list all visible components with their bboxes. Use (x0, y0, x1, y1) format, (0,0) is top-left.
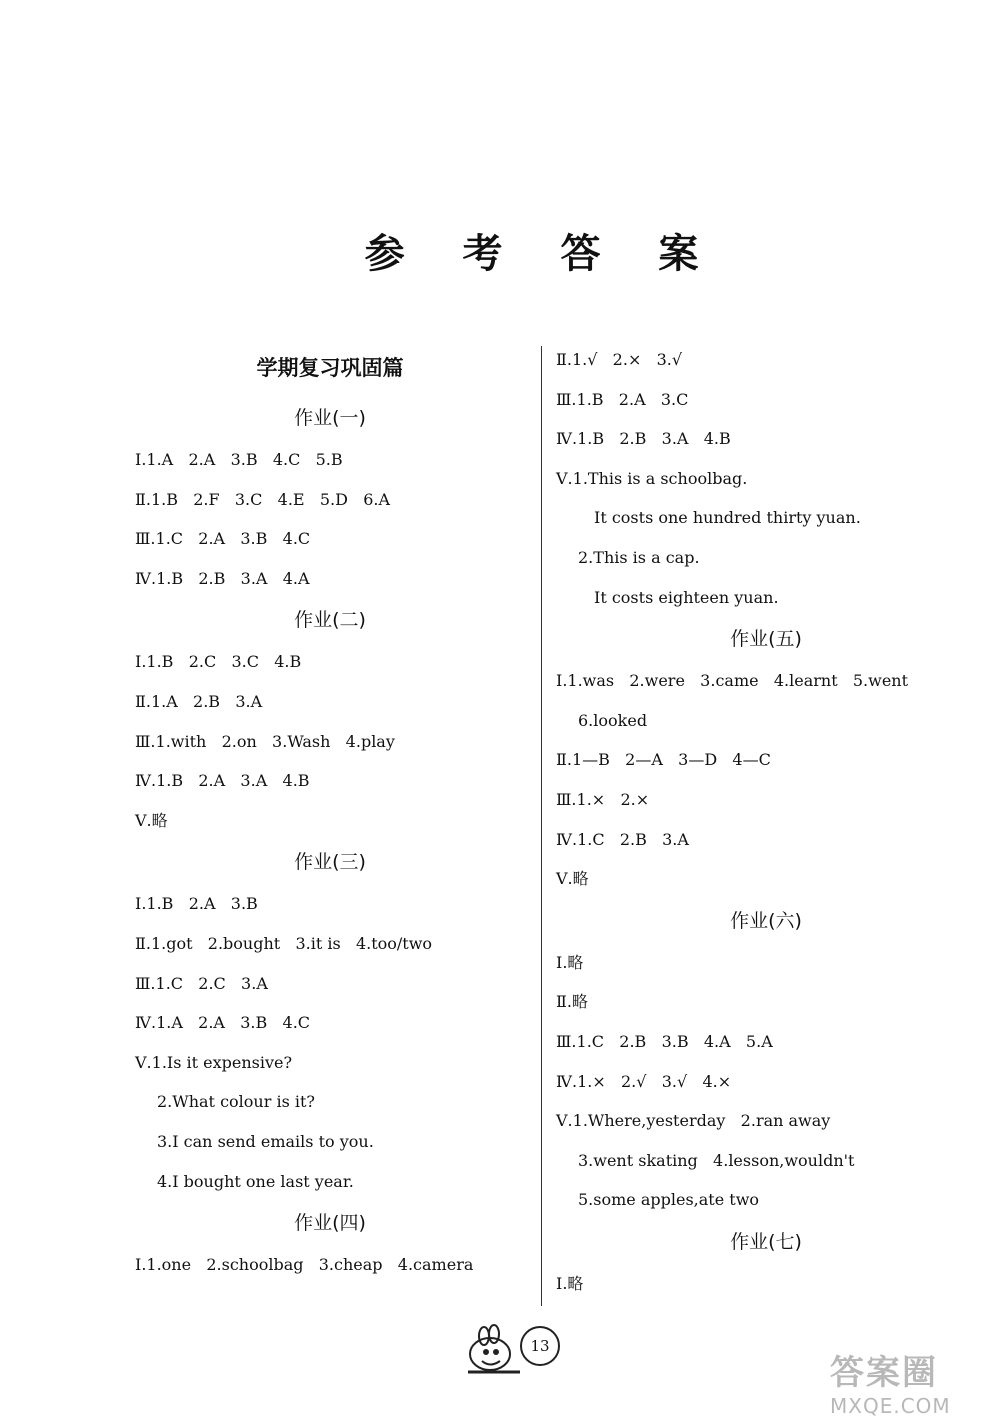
answer-line: Ⅱ.1.A 2.B 3.A (135, 691, 263, 711)
answer-line: Ⅳ.1.B 2.A 3.A 4.B (135, 771, 310, 791)
answer-line: 4.I bought one last year. (157, 1171, 354, 1191)
answer-line: Ⅴ.1.Is it expensive? (135, 1052, 293, 1072)
right-answer-blocks (556, 340, 976, 1303)
homework-heading: 作业(二) (294, 609, 366, 632)
homework-heading: 作业(七) (730, 1230, 802, 1253)
answer-line: It costs one hundred thirty yuan. (594, 508, 861, 528)
answer-line: 2.What colour is it? (157, 1092, 315, 1112)
watermark-top: 答案圈 (830, 1353, 938, 1393)
answer-line: Ⅱ.1.√ 2.× 3.√ (556, 350, 683, 369)
homework-heading: 作业(六) (730, 909, 802, 932)
section-title: 学期复习巩固篇 (256, 356, 404, 380)
answer-line: Ⅳ.1.B 2.B 3.A 4.B (556, 429, 731, 449)
answer-line: Ⅲ.1.C 2.C 3.A (135, 973, 268, 993)
column-divider (541, 346, 542, 1306)
answer-line: Ⅱ.略 (556, 992, 588, 1012)
answer-line: Ⅴ.1.This is a schoolbag. (556, 468, 748, 488)
answer-line: 6.looked (578, 710, 648, 730)
answer-line: 5.some apples,ate two (578, 1190, 760, 1210)
homework-heading: 作业(一) (294, 407, 366, 429)
answer-line: Ⅳ.1.A 2.A 3.B 4.C (135, 1013, 311, 1033)
homework-heading: 作业(四) (294, 1212, 366, 1235)
answer-line: Ⅲ.1.with 2.on 3.Wash 4.play (135, 731, 395, 751)
answer-line: Ⅰ.略 (556, 1273, 584, 1293)
answer-line: Ⅰ.1.B 2.A 3.B (135, 894, 258, 914)
homework-heading: 作业(三) (294, 851, 366, 874)
answer-line: Ⅳ.1.× 2.√ 3.√ 4.× (556, 1071, 732, 1091)
right-column (556, 340, 976, 1303)
page-number: 13 (520, 1326, 560, 1366)
answer-line: Ⅳ.1.C 2.B 3.A (556, 829, 689, 849)
answer-line: Ⅳ.1.B 2.B 3.A 4.A (135, 568, 310, 588)
answer-line: Ⅰ.略 (556, 952, 584, 972)
answer-line: Ⅰ.1.A 2.A 3.B 4.C 5.B (135, 450, 343, 469)
answer-line: Ⅴ.略 (135, 810, 168, 830)
watermark-bottom: MXQE.COM (830, 1394, 951, 1418)
answer-line: It costs eighteen yuan. (594, 587, 779, 607)
page-title: 参 考 答 案 (364, 231, 721, 277)
answer-line: Ⅰ.1.B 2.C 3.C 4.B (135, 652, 302, 672)
answer-line: Ⅴ.略 (556, 869, 589, 889)
answer-line: Ⅱ.1—B 2—A 3—D 4—C (556, 750, 771, 770)
answer-line: Ⅴ.1.Where,yesterday 2.ran away (556, 1111, 831, 1131)
answer-line: Ⅲ.1.B 2.A 3.C (556, 389, 689, 409)
answer-line: 2.This is a cap. (578, 547, 700, 567)
answer-line: Ⅲ.1.C 2.B 3.B 4.A 5.A (556, 1031, 773, 1051)
left-answer-blocks (135, 396, 525, 1285)
answer-line: Ⅰ.1.one 2.schoolbag 3.cheap 4.camera (135, 1255, 474, 1275)
answer-line: Ⅲ.1.C 2.A 3.B 4.C (135, 529, 311, 549)
answer-line: 3.I can send emails to you. (157, 1131, 374, 1151)
answer-line: Ⅱ.1.got 2.bought 3.it is 4.too/two (135, 933, 433, 953)
answer-line: Ⅱ.1.B 2.F 3.C 4.E 5.D 6.A (135, 489, 391, 509)
watermark (830, 1345, 1000, 1423)
homework-heading: 作业(五) (730, 628, 802, 651)
answer-line: 3.went skating 4.lesson,wouldn't (578, 1150, 855, 1170)
answer-line: Ⅰ.1.was 2.were 3.came 4.learnt 5.went (556, 671, 909, 691)
left-column (135, 340, 525, 1285)
answer-line: Ⅲ.1.× 2.× (556, 789, 650, 809)
